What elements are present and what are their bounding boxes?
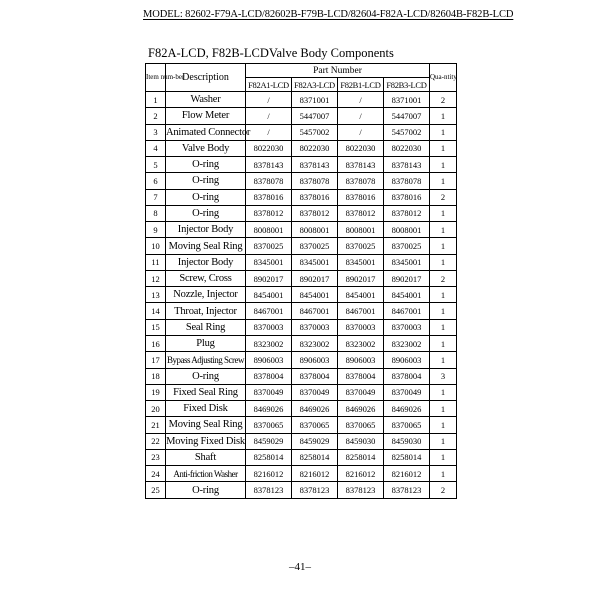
- cell-part-f82a1: 8469026: [246, 401, 292, 417]
- cell-description: Screw, Cross: [166, 270, 246, 286]
- cell-part-f82a1: 8378004: [246, 368, 292, 384]
- cell-description: O-ring: [166, 157, 246, 173]
- section-title: F82A-LCD, F82B-LCDValve Body Components: [148, 46, 394, 60]
- cell-quantity: 2: [430, 92, 457, 108]
- header-model-f82a1: F82A1-LCD: [246, 78, 292, 92]
- cell-item-number: 25: [146, 482, 166, 499]
- cell-quantity: 1: [430, 205, 457, 221]
- cell-part-f82a3: 8378004: [292, 368, 338, 384]
- cell-part-f82b3: 5457002: [384, 124, 430, 140]
- cell-part-f82a1: 8370065: [246, 417, 292, 433]
- cell-item-number: 4: [146, 140, 166, 156]
- cell-part-f82b1: 8216012: [338, 466, 384, 482]
- header-item-number: Item num-ber: [146, 64, 166, 92]
- cell-part-f82b1: 8378016: [338, 189, 384, 205]
- cell-part-f82a1: 8022030: [246, 140, 292, 156]
- cell-description: Plug: [166, 335, 246, 351]
- cell-part-f82b1: 8370003: [338, 319, 384, 335]
- cell-part-f82b3: 8345001: [384, 254, 430, 270]
- table-row: [146, 384, 457, 400]
- cell-description: Bypass Adjusting Screw: [166, 352, 246, 368]
- cell-part-f82b3: 5447007: [384, 108, 430, 124]
- cell-part-f82a1: /: [246, 124, 292, 140]
- cell-part-f82b1: 8008001: [338, 222, 384, 238]
- cell-part-f82b1: 8370025: [338, 238, 384, 254]
- cell-part-f82b1: /: [338, 92, 384, 108]
- cell-quantity: 1: [430, 238, 457, 254]
- cell-part-f82a1: 8378123: [246, 482, 292, 499]
- cell-part-f82b1: 8378012: [338, 205, 384, 221]
- cell-part-f82b1: 8467001: [338, 303, 384, 319]
- cell-part-f82a1: 8323002: [246, 335, 292, 351]
- cell-part-f82a3: 8216012: [292, 466, 338, 482]
- cell-part-f82b3: 8378123: [384, 482, 430, 499]
- cell-part-f82a1: 8258014: [246, 449, 292, 465]
- table-row: [146, 157, 457, 173]
- cell-quantity: 3: [430, 368, 457, 384]
- cell-part-f82b3: 8371001: [384, 92, 430, 108]
- cell-quantity: 2: [430, 482, 457, 499]
- cell-part-f82b1: 8459030: [338, 433, 384, 449]
- cell-quantity: 1: [430, 124, 457, 140]
- cell-item-number: 22: [146, 433, 166, 449]
- cell-item-number: 10: [146, 238, 166, 254]
- cell-part-f82a3: 8008001: [292, 222, 338, 238]
- table-row: [146, 270, 457, 286]
- cell-description: Anti-friction Washer: [166, 466, 246, 482]
- cell-item-number: 21: [146, 417, 166, 433]
- cell-part-f82a3: 8345001: [292, 254, 338, 270]
- cell-part-f82a3: 8370025: [292, 238, 338, 254]
- cell-quantity: 2: [430, 189, 457, 205]
- cell-part-f82a1: 8370003: [246, 319, 292, 335]
- cell-quantity: 1: [430, 449, 457, 465]
- cell-part-f82b3: 8323002: [384, 335, 430, 351]
- cell-part-f82a1: 8345001: [246, 254, 292, 270]
- header-part-number: Part Number: [246, 64, 430, 78]
- cell-part-f82b1: 8378078: [338, 173, 384, 189]
- table-row: [146, 319, 457, 335]
- table-row: [146, 417, 457, 433]
- cell-part-f82a3: 8370049: [292, 384, 338, 400]
- header-model-f82b3: F82B3-LCD: [384, 78, 430, 92]
- header-model-f82a3: F82A3-LCD: [292, 78, 338, 92]
- cell-quantity: 1: [430, 287, 457, 303]
- cell-part-f82b1: 8323002: [338, 335, 384, 351]
- cell-part-f82b1: 8469026: [338, 401, 384, 417]
- table-row: [146, 335, 457, 351]
- cell-description: O-ring: [166, 189, 246, 205]
- table-row: [146, 482, 457, 499]
- table-row: [146, 238, 457, 254]
- page-number: –41–: [289, 561, 311, 573]
- cell-description: Flow Meter: [166, 108, 246, 124]
- cell-part-f82b3: 8022030: [384, 140, 430, 156]
- cell-part-f82a3: 8378123: [292, 482, 338, 499]
- cell-quantity: 1: [430, 140, 457, 156]
- cell-part-f82b1: /: [338, 108, 384, 124]
- cell-description: Valve Body: [166, 140, 246, 156]
- cell-part-f82a3: 8378016: [292, 189, 338, 205]
- cell-part-f82a1: 8378012: [246, 205, 292, 221]
- cell-item-number: 12: [146, 270, 166, 286]
- table-row: [146, 173, 457, 189]
- cell-part-f82b1: 8345001: [338, 254, 384, 270]
- cell-part-f82a1: 8378143: [246, 157, 292, 173]
- cell-quantity: 1: [430, 173, 457, 189]
- cell-part-f82b1: 8022030: [338, 140, 384, 156]
- cell-item-number: 14: [146, 303, 166, 319]
- cell-item-number: 16: [146, 335, 166, 351]
- cell-description: Throat, Injector: [166, 303, 246, 319]
- cell-part-f82b3: 8008001: [384, 222, 430, 238]
- cell-part-f82a3: 8378078: [292, 173, 338, 189]
- header-description: Description: [166, 64, 246, 92]
- cell-quantity: 1: [430, 384, 457, 400]
- cell-quantity: 1: [430, 352, 457, 368]
- table-row: [146, 92, 457, 108]
- cell-part-f82a3: 8371001: [292, 92, 338, 108]
- cell-item-number: 11: [146, 254, 166, 270]
- cell-item-number: 2: [146, 108, 166, 124]
- cell-item-number: 19: [146, 384, 166, 400]
- cell-part-f82b3: 8378012: [384, 205, 430, 221]
- cell-part-f82b3: 8902017: [384, 270, 430, 286]
- table-row: [146, 205, 457, 221]
- cell-description: Injector Body: [166, 222, 246, 238]
- cell-description: Moving Seal Ring: [166, 417, 246, 433]
- cell-item-number: 3: [146, 124, 166, 140]
- cell-quantity: 1: [430, 222, 457, 238]
- cell-quantity: 1: [430, 401, 457, 417]
- cell-item-number: 23: [146, 449, 166, 465]
- cell-item-number: 5: [146, 157, 166, 173]
- table-body: [146, 92, 457, 499]
- header-quantity: Qua-ntity: [430, 64, 457, 92]
- table-row: [146, 222, 457, 238]
- cell-quantity: 1: [430, 319, 457, 335]
- cell-part-f82a1: 8008001: [246, 222, 292, 238]
- cell-item-number: 15: [146, 319, 166, 335]
- cell-part-f82b1: 8378123: [338, 482, 384, 499]
- table-row: [146, 466, 457, 482]
- cell-part-f82a1: 8370025: [246, 238, 292, 254]
- header-model-f82b1: F82B1-LCD: [338, 78, 384, 92]
- cell-quantity: 1: [430, 335, 457, 351]
- cell-part-f82a3: 8323002: [292, 335, 338, 351]
- parts-table: [145, 63, 457, 499]
- table-row: [146, 254, 457, 270]
- cell-part-f82a1: /: [246, 108, 292, 124]
- cell-part-f82a3: 5447007: [292, 108, 338, 124]
- cell-part-f82a3: 8469026: [292, 401, 338, 417]
- cell-part-f82b3: 8378143: [384, 157, 430, 173]
- table-row: [146, 189, 457, 205]
- table-row: [146, 401, 457, 417]
- cell-part-f82a1: /: [246, 92, 292, 108]
- cell-quantity: 1: [430, 108, 457, 124]
- cell-quantity: 2: [430, 270, 457, 286]
- cell-description: Injector Body: [166, 254, 246, 270]
- cell-quantity: 1: [430, 254, 457, 270]
- cell-part-f82a3: 8454001: [292, 287, 338, 303]
- table-row: [146, 108, 457, 124]
- cell-part-f82a3: 8906003: [292, 352, 338, 368]
- cell-quantity: 1: [430, 417, 457, 433]
- cell-description: Seal Ring: [166, 319, 246, 335]
- cell-part-f82b3: 8216012: [384, 466, 430, 482]
- cell-part-f82a3: 8378143: [292, 157, 338, 173]
- cell-part-f82a3: 8370003: [292, 319, 338, 335]
- cell-part-f82a1: 8370049: [246, 384, 292, 400]
- table-row: [146, 140, 457, 156]
- cell-description: Animated Connector: [166, 124, 246, 140]
- cell-quantity: 1: [430, 157, 457, 173]
- cell-part-f82b1: 8378143: [338, 157, 384, 173]
- cell-description: O-ring: [166, 482, 246, 499]
- cell-item-number: 20: [146, 401, 166, 417]
- cell-part-f82b3: 8370065: [384, 417, 430, 433]
- cell-description: O-ring: [166, 205, 246, 221]
- cell-part-f82b3: 8378016: [384, 189, 430, 205]
- cell-description: Nozzle, Injector: [166, 287, 246, 303]
- cell-part-f82b3: 8459030: [384, 433, 430, 449]
- cell-part-f82b1: 8370065: [338, 417, 384, 433]
- cell-description: Moving Fixed Disk: [166, 433, 246, 449]
- cell-part-f82b1: 8370049: [338, 384, 384, 400]
- cell-part-f82a3: 8258014: [292, 449, 338, 465]
- cell-item-number: 24: [146, 466, 166, 482]
- cell-quantity: 1: [430, 466, 457, 482]
- cell-part-f82a3: 8370065: [292, 417, 338, 433]
- cell-part-f82a1: 8906003: [246, 352, 292, 368]
- cell-quantity: 1: [430, 303, 457, 319]
- cell-description: Shaft: [166, 449, 246, 465]
- table-header: [146, 64, 457, 92]
- cell-part-f82a3: 8467001: [292, 303, 338, 319]
- cell-description: Fixed Disk: [166, 401, 246, 417]
- cell-item-number: 9: [146, 222, 166, 238]
- cell-part-f82a1: 8378016: [246, 189, 292, 205]
- cell-part-f82b3: 8258014: [384, 449, 430, 465]
- cell-part-f82a1: 8459029: [246, 433, 292, 449]
- table-row: [146, 352, 457, 368]
- cell-part-f82b3: 8370049: [384, 384, 430, 400]
- cell-part-f82a1: 8454001: [246, 287, 292, 303]
- cell-item-number: 7: [146, 189, 166, 205]
- cell-part-f82b1: 8258014: [338, 449, 384, 465]
- table-row: [146, 287, 457, 303]
- cell-part-f82b3: 8469026: [384, 401, 430, 417]
- cell-item-number: 17: [146, 352, 166, 368]
- cell-part-f82b3: 8378004: [384, 368, 430, 384]
- table-row: [146, 368, 457, 384]
- table-row: [146, 433, 457, 449]
- cell-item-number: 18: [146, 368, 166, 384]
- cell-item-number: 8: [146, 205, 166, 221]
- cell-item-number: 6: [146, 173, 166, 189]
- cell-part-f82b3: 8378078: [384, 173, 430, 189]
- cell-part-f82a3: 8378012: [292, 205, 338, 221]
- cell-description: O-ring: [166, 173, 246, 189]
- cell-part-f82a1: 8378078: [246, 173, 292, 189]
- cell-part-f82a3: 8902017: [292, 270, 338, 286]
- cell-item-number: 1: [146, 92, 166, 108]
- cell-description: O-ring: [166, 368, 246, 384]
- cell-quantity: 1: [430, 433, 457, 449]
- cell-description: Moving Seal Ring: [166, 238, 246, 254]
- cell-part-f82b1: /: [338, 124, 384, 140]
- cell-part-f82b3: 8906003: [384, 352, 430, 368]
- model-header: MODEL: 82602-F79A-LCD/82602B-F79B-LCD/82604-F82A-LCD/82604B-F82B-LCD: [143, 9, 514, 20]
- cell-part-f82a3: 5457002: [292, 124, 338, 140]
- table-row: [146, 303, 457, 319]
- table-row: [146, 449, 457, 465]
- cell-part-f82b1: 8902017: [338, 270, 384, 286]
- cell-item-number: 13: [146, 287, 166, 303]
- cell-description: Washer: [166, 92, 246, 108]
- cell-description: Fixed Seal Ring: [166, 384, 246, 400]
- cell-part-f82b1: 8378004: [338, 368, 384, 384]
- cell-part-f82b3: 8370025: [384, 238, 430, 254]
- table-row: [146, 124, 457, 140]
- cell-part-f82b3: 8370003: [384, 319, 430, 335]
- cell-part-f82b3: 8467001: [384, 303, 430, 319]
- cell-part-f82a1: 8216012: [246, 466, 292, 482]
- cell-part-f82b1: 8454001: [338, 287, 384, 303]
- cell-part-f82b1: 8906003: [338, 352, 384, 368]
- cell-part-f82a3: 8022030: [292, 140, 338, 156]
- cell-part-f82a1: 8467001: [246, 303, 292, 319]
- cell-part-f82b3: 8454001: [384, 287, 430, 303]
- cell-part-f82a3: 8459029: [292, 433, 338, 449]
- cell-part-f82a1: 8902017: [246, 270, 292, 286]
